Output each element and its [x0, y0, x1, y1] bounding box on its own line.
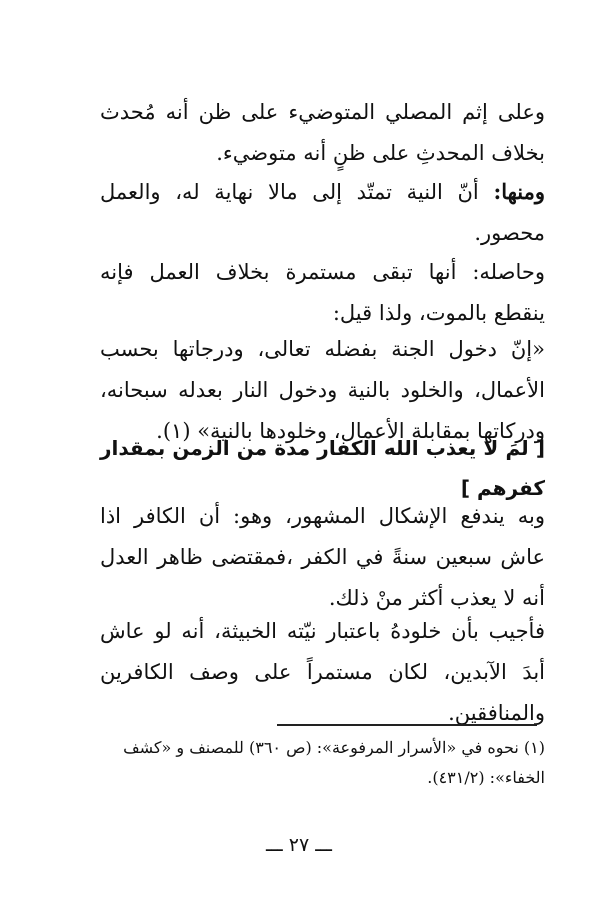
page-number: ـــ ٢٧ ـــ: [266, 834, 332, 856]
footnote: (١) نحوه في «الأسرار المرفوعة»: (ص ٣٦٠) للمصنف و «كشف الخفاء»: (٤٣١/٢).: [123, 738, 545, 787]
paragraph-5: وبه يندفع الإشكال المشهور، وهو: أن الكافر اذا عاش سبعين سنةً في الكفر ،فمقتضى ظاهر العدل أنه لا يعذب أكثر منْ ذلك.: [100, 504, 545, 610]
paragraph-4-quote: «إنّ دخول الجنة بفضله تعالى، ودرجاتها بحسب الأعمال، والخلود بالنية ودخول النار بعدله سبحانه، ودركاتها بمقابلة الأعمال، وخلودها بالنية» (١).: [100, 337, 545, 443]
paragraph-2: [100, 171, 545, 254]
paragraph-2-text: أنّ النية تمتّد إلى مالا نهاية له، والعمل محصور.: [100, 180, 545, 245]
footnote-divider: [277, 724, 537, 726]
paragraph-6: فأجيب بأن خلودهُ باعتبار نيّته الخبيثة، أنه لو عاش أبدَ الآبدين، لكان مستمراً على وصف الكافرين والمنافقين.: [100, 619, 545, 725]
paragraph-2-lead: ومنها:: [493, 179, 545, 204]
paragraph-1: وعلى إثم المصلي المتوضيء على ظن أنه مُحدث بخلاف المحدثِ على ظنٍ أنه متوضيء.: [100, 100, 545, 165]
paragraph-3: وحاصله: أنها تبقى مستمرة بخلاف العمل فإنه ينقطع بالموت، ولذا قيل:: [100, 260, 545, 325]
section-heading: [ لمَ لا يعذب الله الكفار مدة من الزمن بمقدار كفرهم ]: [100, 436, 545, 500]
